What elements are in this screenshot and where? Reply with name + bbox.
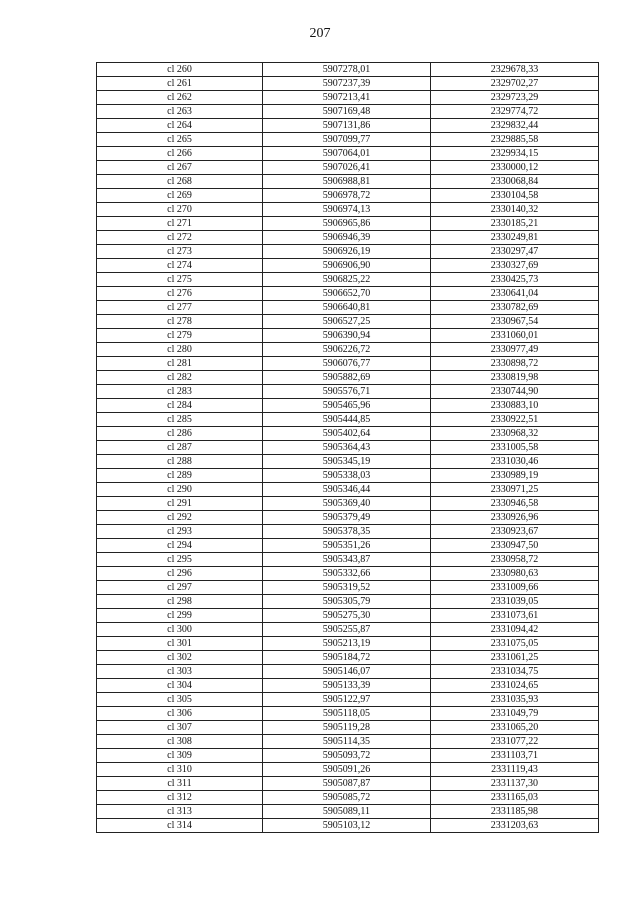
x-coordinate-cell: 5905345,19	[263, 455, 431, 469]
point-label-cell: cl 302	[97, 651, 263, 665]
table-row	[97, 385, 599, 399]
table-row	[97, 203, 599, 217]
x-coordinate-cell: 5905305,79	[263, 595, 431, 609]
y-coordinate-cell: 2331009,66	[431, 581, 599, 595]
y-coordinate-cell: 2330968,32	[431, 427, 599, 441]
point-label-cell: cl 262	[97, 91, 263, 105]
table-row	[97, 63, 599, 77]
point-label-cell: cl 278	[97, 315, 263, 329]
y-coordinate-cell: 2329885,58	[431, 133, 599, 147]
table-row	[97, 721, 599, 735]
table-row	[97, 399, 599, 413]
point-label-cell: cl 290	[97, 483, 263, 497]
table-row	[97, 595, 599, 609]
x-coordinate-cell: 5907064,01	[263, 147, 431, 161]
y-coordinate-cell: 2330425,73	[431, 273, 599, 287]
point-label-cell: cl 266	[97, 147, 263, 161]
point-label-cell: cl 267	[97, 161, 263, 175]
table-row	[97, 819, 599, 833]
y-coordinate-cell: 2330104,58	[431, 189, 599, 203]
x-coordinate-cell: 5905319,52	[263, 581, 431, 595]
x-coordinate-cell: 5905379,49	[263, 511, 431, 525]
point-label-cell: cl 299	[97, 609, 263, 623]
y-coordinate-cell: 2331075,05	[431, 637, 599, 651]
x-coordinate-cell: 5905882,69	[263, 371, 431, 385]
x-coordinate-cell: 5906390,94	[263, 329, 431, 343]
y-coordinate-cell: 2330744,90	[431, 385, 599, 399]
x-coordinate-cell: 5905275,30	[263, 609, 431, 623]
point-label-cell: cl 298	[97, 595, 263, 609]
table-row	[97, 665, 599, 679]
x-coordinate-cell: 5906640,81	[263, 301, 431, 315]
table-row	[97, 259, 599, 273]
point-label-cell: cl 275	[97, 273, 263, 287]
y-coordinate-cell: 2331094,42	[431, 623, 599, 637]
point-label-cell: cl 271	[97, 217, 263, 231]
table-row	[97, 609, 599, 623]
point-label-cell: cl 260	[97, 63, 263, 77]
x-coordinate-cell: 5906825,22	[263, 273, 431, 287]
table-row	[97, 539, 599, 553]
y-coordinate-cell: 2329723,29	[431, 91, 599, 105]
table-row	[97, 357, 599, 371]
x-coordinate-cell: 5905332,66	[263, 567, 431, 581]
y-coordinate-cell: 2331060,01	[431, 329, 599, 343]
point-label-cell: cl 264	[97, 119, 263, 133]
table-row	[97, 371, 599, 385]
table-row	[97, 693, 599, 707]
table-row	[97, 301, 599, 315]
point-label-cell: cl 261	[97, 77, 263, 91]
y-coordinate-cell: 2331065,20	[431, 721, 599, 735]
x-coordinate-cell: 5905346,44	[263, 483, 431, 497]
x-coordinate-cell: 5905146,07	[263, 665, 431, 679]
x-coordinate-cell: 5905465,96	[263, 399, 431, 413]
point-label-cell: cl 313	[97, 805, 263, 819]
table-row	[97, 91, 599, 105]
point-label-cell: cl 306	[97, 707, 263, 721]
x-coordinate-cell: 5905338,03	[263, 469, 431, 483]
y-coordinate-cell: 2331034,75	[431, 665, 599, 679]
point-label-cell: cl 307	[97, 721, 263, 735]
point-label-cell: cl 281	[97, 357, 263, 371]
table-row	[97, 805, 599, 819]
x-coordinate-cell: 5905364,43	[263, 441, 431, 455]
x-coordinate-cell: 5905576,71	[263, 385, 431, 399]
point-label-cell: cl 289	[97, 469, 263, 483]
point-label-cell: cl 301	[97, 637, 263, 651]
y-coordinate-cell: 2330923,67	[431, 525, 599, 539]
y-coordinate-cell: 2330898,72	[431, 357, 599, 371]
table-row	[97, 651, 599, 665]
y-coordinate-cell: 2331185,98	[431, 805, 599, 819]
point-label-cell: cl 284	[97, 399, 263, 413]
point-label-cell: cl 268	[97, 175, 263, 189]
y-coordinate-cell: 2330958,72	[431, 553, 599, 567]
x-coordinate-cell: 5905085,72	[263, 791, 431, 805]
y-coordinate-cell: 2330185,21	[431, 217, 599, 231]
y-coordinate-cell: 2331035,93	[431, 693, 599, 707]
table-row	[97, 315, 599, 329]
point-label-cell: cl 287	[97, 441, 263, 455]
x-coordinate-cell: 5906978,72	[263, 189, 431, 203]
x-coordinate-cell: 5905184,72	[263, 651, 431, 665]
table-row	[97, 245, 599, 259]
y-coordinate-cell: 2330977,49	[431, 343, 599, 357]
point-label-cell: cl 314	[97, 819, 263, 833]
y-coordinate-cell: 2330819,98	[431, 371, 599, 385]
y-coordinate-cell: 2330947,50	[431, 539, 599, 553]
table-row	[97, 791, 599, 805]
y-coordinate-cell: 2329832,44	[431, 119, 599, 133]
x-coordinate-cell: 5906965,86	[263, 217, 431, 231]
x-coordinate-cell: 5907026,41	[263, 161, 431, 175]
point-label-cell: cl 311	[97, 777, 263, 791]
table-row	[97, 441, 599, 455]
point-label-cell: cl 292	[97, 511, 263, 525]
y-coordinate-cell: 2330327,69	[431, 259, 599, 273]
y-coordinate-cell: 2330926,96	[431, 511, 599, 525]
y-coordinate-cell: 2329678,33	[431, 63, 599, 77]
y-coordinate-cell: 2330980,63	[431, 567, 599, 581]
x-coordinate-cell: 5906076,77	[263, 357, 431, 371]
table-row	[97, 231, 599, 245]
x-coordinate-cell: 5906946,39	[263, 231, 431, 245]
y-coordinate-cell: 2331073,61	[431, 609, 599, 623]
y-coordinate-cell: 2331103,71	[431, 749, 599, 763]
point-label-cell: cl 303	[97, 665, 263, 679]
coordinates-table-body	[97, 63, 599, 833]
point-label-cell: cl 285	[97, 413, 263, 427]
point-label-cell: cl 312	[97, 791, 263, 805]
y-coordinate-cell: 2330782,69	[431, 301, 599, 315]
table-row	[97, 469, 599, 483]
table-row	[97, 581, 599, 595]
y-coordinate-cell: 2330000,12	[431, 161, 599, 175]
x-coordinate-cell: 5905091,26	[263, 763, 431, 777]
table-row	[97, 105, 599, 119]
y-coordinate-cell: 2330297,47	[431, 245, 599, 259]
table-row	[97, 343, 599, 357]
point-label-cell: cl 270	[97, 203, 263, 217]
point-label-cell: cl 308	[97, 735, 263, 749]
table-row	[97, 707, 599, 721]
point-label-cell: cl 280	[97, 343, 263, 357]
table-row	[97, 455, 599, 469]
y-coordinate-cell: 2330922,51	[431, 413, 599, 427]
x-coordinate-cell: 5907278,01	[263, 63, 431, 77]
table-row	[97, 525, 599, 539]
y-coordinate-cell: 2329934,15	[431, 147, 599, 161]
table-row	[97, 497, 599, 511]
y-coordinate-cell: 2330946,58	[431, 497, 599, 511]
table-row	[97, 483, 599, 497]
x-coordinate-cell: 5905378,35	[263, 525, 431, 539]
table-row	[97, 77, 599, 91]
point-label-cell: cl 291	[97, 497, 263, 511]
y-coordinate-cell: 2330641,04	[431, 287, 599, 301]
point-label-cell: cl 297	[97, 581, 263, 595]
coordinates-table	[96, 62, 599, 833]
x-coordinate-cell: 5905093,72	[263, 749, 431, 763]
y-coordinate-cell: 2330967,54	[431, 315, 599, 329]
table-row	[97, 189, 599, 203]
x-coordinate-cell: 5907099,77	[263, 133, 431, 147]
x-coordinate-cell: 5905103,12	[263, 819, 431, 833]
y-coordinate-cell: 2331119,43	[431, 763, 599, 777]
x-coordinate-cell: 5906988,81	[263, 175, 431, 189]
table-row	[97, 217, 599, 231]
y-coordinate-cell: 2331039,05	[431, 595, 599, 609]
table-row	[97, 567, 599, 581]
point-label-cell: cl 305	[97, 693, 263, 707]
x-coordinate-cell: 5905133,39	[263, 679, 431, 693]
y-coordinate-cell: 2331203,63	[431, 819, 599, 833]
x-coordinate-cell: 5905343,87	[263, 553, 431, 567]
x-coordinate-cell: 5905087,87	[263, 777, 431, 791]
point-label-cell: cl 293	[97, 525, 263, 539]
x-coordinate-cell: 5905118,05	[263, 707, 431, 721]
y-coordinate-cell: 2331061,25	[431, 651, 599, 665]
y-coordinate-cell: 2330883,10	[431, 399, 599, 413]
table-row	[97, 161, 599, 175]
x-coordinate-cell: 5905369,40	[263, 497, 431, 511]
point-label-cell: cl 274	[97, 259, 263, 273]
table-row	[97, 287, 599, 301]
point-label-cell: cl 272	[97, 231, 263, 245]
table-row	[97, 763, 599, 777]
table-row	[97, 147, 599, 161]
table-row	[97, 329, 599, 343]
point-label-cell: cl 279	[97, 329, 263, 343]
point-label-cell: cl 295	[97, 553, 263, 567]
x-coordinate-cell: 5905119,28	[263, 721, 431, 735]
x-coordinate-cell: 5905255,87	[263, 623, 431, 637]
x-coordinate-cell: 5905122,97	[263, 693, 431, 707]
x-coordinate-cell: 5906527,25	[263, 315, 431, 329]
point-label-cell: cl 310	[97, 763, 263, 777]
table-row	[97, 133, 599, 147]
point-label-cell: cl 276	[97, 287, 263, 301]
table-row	[97, 777, 599, 791]
y-coordinate-cell: 2330249,81	[431, 231, 599, 245]
y-coordinate-cell: 2330140,32	[431, 203, 599, 217]
point-label-cell: cl 300	[97, 623, 263, 637]
table-row	[97, 511, 599, 525]
x-coordinate-cell: 5905114,35	[263, 735, 431, 749]
x-coordinate-cell: 5907213,41	[263, 91, 431, 105]
y-coordinate-cell: 2330971,25	[431, 483, 599, 497]
table-row	[97, 623, 599, 637]
point-label-cell: cl 294	[97, 539, 263, 553]
x-coordinate-cell: 5907131,86	[263, 119, 431, 133]
y-coordinate-cell: 2331005,58	[431, 441, 599, 455]
point-label-cell: cl 288	[97, 455, 263, 469]
page-number: 207	[309, 26, 331, 41]
y-coordinate-cell: 2329774,72	[431, 105, 599, 119]
table-row	[97, 637, 599, 651]
x-coordinate-cell: 5905089,11	[263, 805, 431, 819]
point-label-cell: cl 282	[97, 371, 263, 385]
x-coordinate-cell: 5906906,90	[263, 259, 431, 273]
point-label-cell: cl 286	[97, 427, 263, 441]
x-coordinate-cell: 5906652,70	[263, 287, 431, 301]
y-coordinate-cell: 2330989,19	[431, 469, 599, 483]
point-label-cell: cl 277	[97, 301, 263, 315]
y-coordinate-cell: 2331030,46	[431, 455, 599, 469]
x-coordinate-cell: 5905351,26	[263, 539, 431, 553]
x-coordinate-cell: 5906974,13	[263, 203, 431, 217]
y-coordinate-cell: 2331049,79	[431, 707, 599, 721]
table-row	[97, 553, 599, 567]
table-row	[97, 427, 599, 441]
table-row	[97, 119, 599, 133]
table-row	[97, 679, 599, 693]
point-label-cell: cl 273	[97, 245, 263, 259]
x-coordinate-cell: 5906226,72	[263, 343, 431, 357]
x-coordinate-cell: 5907169,48	[263, 105, 431, 119]
y-coordinate-cell: 2330068,84	[431, 175, 599, 189]
point-label-cell: cl 265	[97, 133, 263, 147]
y-coordinate-cell: 2331024,65	[431, 679, 599, 693]
table-row	[97, 175, 599, 189]
table-row	[97, 413, 599, 427]
table-row	[97, 735, 599, 749]
point-label-cell: cl 309	[97, 749, 263, 763]
x-coordinate-cell: 5905444,85	[263, 413, 431, 427]
y-coordinate-cell: 2329702,27	[431, 77, 599, 91]
point-label-cell: cl 283	[97, 385, 263, 399]
table-row	[97, 273, 599, 287]
x-coordinate-cell: 5905213,19	[263, 637, 431, 651]
y-coordinate-cell: 2331137,30	[431, 777, 599, 791]
x-coordinate-cell: 5906926,19	[263, 245, 431, 259]
table-row	[97, 749, 599, 763]
point-label-cell: cl 304	[97, 679, 263, 693]
y-coordinate-cell: 2331077,22	[431, 735, 599, 749]
point-label-cell: cl 263	[97, 105, 263, 119]
y-coordinate-cell: 2331165,03	[431, 791, 599, 805]
point-label-cell: cl 269	[97, 189, 263, 203]
point-label-cell: cl 296	[97, 567, 263, 581]
x-coordinate-cell: 5905402,64	[263, 427, 431, 441]
x-coordinate-cell: 5907237,39	[263, 77, 431, 91]
